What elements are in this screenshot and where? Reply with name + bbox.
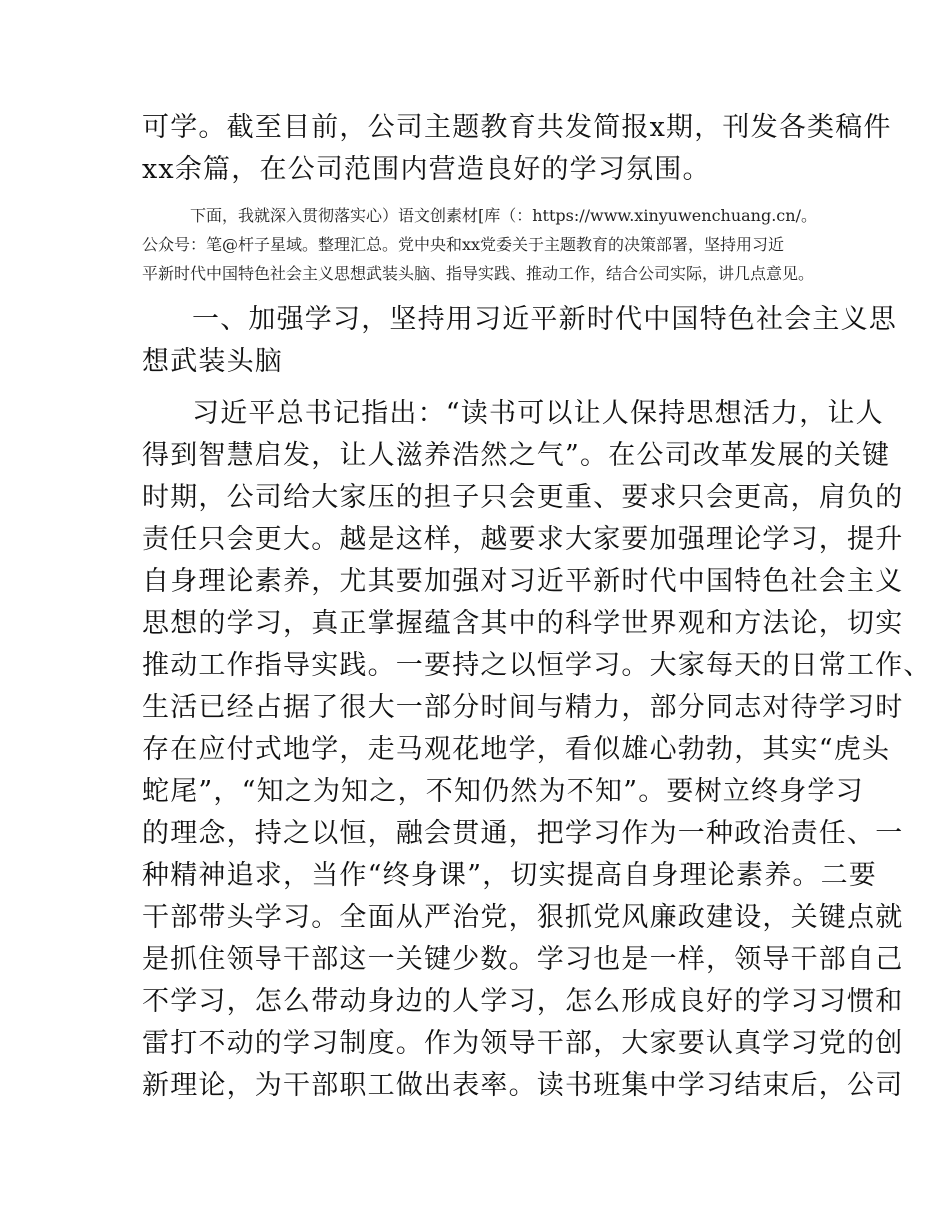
- intro-line-2: xx余篇，在公司范围内营造良好的学习氛围。: [142, 154, 711, 185]
- body-line: 干部带头学习。全面从严治党，狠抓党风廉政建设，关键点就: [142, 902, 904, 933]
- body-line: 的理念，持之以恒，融会贯通，把学习作为一种政治责任、一: [142, 818, 904, 849]
- notice-line-1: 下面，我就深入贯彻落实心）语文创素材[库（：https://www.xinyuwenchuang.cn/。: [190, 206, 817, 225]
- body-line: 新理论，为干部职工做出表率。读书班集中学习结束后，公司: [142, 1070, 904, 1101]
- intro-line-1: 可学。截至目前，公司主题教育共发简报x期，刊发各类稿件: [142, 112, 892, 143]
- section-heading-line-2: 想武装头脑: [142, 346, 283, 377]
- body-line: 是抓住领导干部这一关键少数。学习也是一样，领导干部自己: [142, 944, 904, 975]
- notice-line-3: 平新时代中国特色社会主义思想武装头脑、指导实践、推动工作，结合公司实际，讲几点意见。: [142, 264, 815, 283]
- section-heading-line-1: 一、加强学习，坚持用习近平新时代中国特色社会主义思: [192, 304, 897, 335]
- body-line: 推动工作指导实践。一要持之以恒学习。大家每天的日常工作、: [142, 650, 932, 681]
- body-line: 责任只会更大。越是这样，越要求大家要加强理论学习，提升: [142, 524, 904, 555]
- body-line: 种精神追求，当作“终身课”，切实提高自身理论素养。二要: [142, 860, 878, 891]
- body-line: 生活已经占据了很大一部分时间与精力，部分同志对待学习时: [142, 692, 904, 723]
- body-line: 思想的学习，真正掌握蕴含其中的科学世界观和方法论，切实: [142, 608, 904, 639]
- body-line: 不学习，怎么带动身边的人学习，怎么形成良好的学习习惯和: [142, 986, 904, 1017]
- notice-line-2: 公众号：笔@杆子星域。整理汇总。党中央和xx党委关于主题教育的决策部署，坚持用习近: [142, 235, 785, 254]
- body-line: 蛇尾”，“知之为知之，不知仍然为不知”。要树立终身学习: [142, 776, 864, 807]
- body-line: 得到智慧启发，让人滋养浩然之气”。在公司改革发展的关键: [142, 440, 891, 471]
- body-line: 时期，公司给大家压的担子只会更重、要求只会更高，肩负的: [142, 482, 904, 513]
- body-line: 存在应付式地学，走马观花地学，看似雄心勃勃，其实“虎头: [142, 734, 891, 765]
- body-line: 习近平总书记指出：“读书可以让人保持思想活力，让人: [192, 398, 884, 429]
- body-line: 自身理论素养，尤其要加强对习近平新时代中国特色社会主义: [142, 566, 904, 597]
- body-line: 雷打不动的学习制度。作为领导干部，大家要认真学习党的创: [142, 1028, 904, 1059]
